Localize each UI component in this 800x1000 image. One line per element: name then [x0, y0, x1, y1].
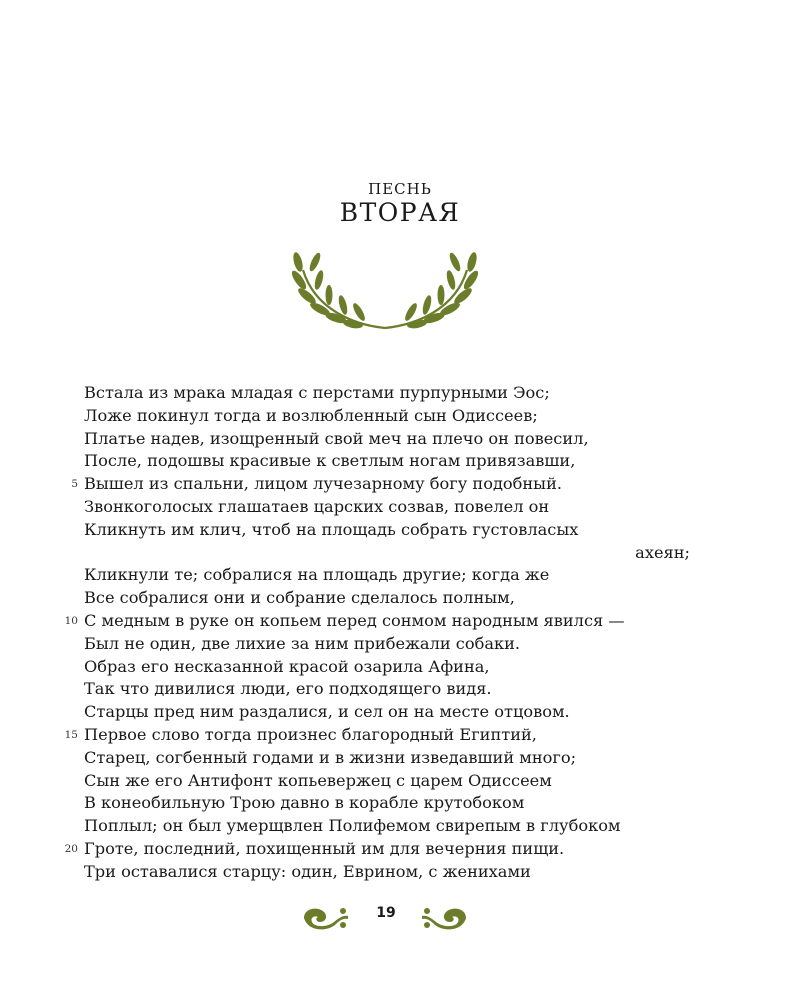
- verse-text: Кликнуть им клич, чтоб на площадь собрать густовласых: [84, 519, 579, 539]
- verse-text: Гроте, последний, похищенный им для вечерния пищи.: [84, 838, 565, 858]
- verse-line: [84, 564, 690, 587]
- verse-text: Вышел из спальни, лицом лучезарному богу подобный.: [84, 474, 563, 494]
- right-ornament-icon: [420, 902, 470, 932]
- verse-text: Три оставалися старцу: один, Еврином, с женихами: [84, 861, 531, 881]
- verse-line: [71, 473, 690, 496]
- verse-line: [84, 587, 690, 610]
- verse-text: Образ его несказанной красой озарила Афина,: [84, 656, 490, 676]
- line-number: 10: [64, 614, 78, 627]
- verse-line: [84, 861, 690, 884]
- verse-text: Ложе покинул тогда и возлюбленный сын Одиссеев;: [84, 405, 538, 425]
- page-number: 19: [376, 905, 396, 921]
- verse-text: Так что дивилися люди, его подходящего видя.: [84, 679, 492, 699]
- verse-line: [84, 519, 690, 542]
- verse-line: [84, 428, 690, 451]
- verse-line: [84, 450, 690, 473]
- chapter-title: ВТОРАЯ: [339, 198, 461, 227]
- verse-line: [64, 724, 690, 747]
- verse-text: Первое слово тогда произнес благородный Египтий,: [84, 724, 537, 744]
- verse-line: [84, 382, 690, 405]
- verse-text: Встала из мрака младая с перстами пурпурными Эос;: [84, 383, 550, 402]
- verse-line: [64, 838, 690, 861]
- verse-line: [84, 770, 690, 793]
- chapter-label: ПЕСНЬ: [368, 180, 432, 198]
- verse-line: [84, 405, 690, 428]
- verse-line: [84, 792, 690, 815]
- verse-line: [84, 747, 690, 770]
- poem-text: [64, 382, 690, 884]
- verse-text: Сын же его Антифонт копьевержец с царем Одиссеем: [84, 770, 552, 790]
- verse-line: [84, 633, 690, 656]
- verse-line: [84, 678, 690, 701]
- verse-text: Был не один, две лихие за ним прибежали собаки.: [84, 633, 521, 653]
- page-footer: [0, 900, 800, 934]
- verse-text: ахеян;: [635, 542, 690, 562]
- laurel-wreath-icon: [285, 240, 485, 340]
- verse-line: [84, 815, 690, 838]
- verse-line: [84, 701, 690, 724]
- verse-text: Звонкоголосых глашатаев царских созвав, повелел он: [84, 496, 550, 516]
- left-ornament-icon: [300, 902, 350, 932]
- verse-text: Поплыл; он был умерщвлен Полифемом свирепым в глубоком: [84, 816, 621, 836]
- verse-text: Кликнули те; собралися на площадь другие; когда же: [84, 565, 550, 585]
- verse-line: [84, 656, 690, 679]
- line-number: 15: [64, 728, 78, 741]
- verse-text: Старцы пред ним раздалися, и сел он на месте отцовом.: [84, 702, 570, 722]
- line-number: 20: [64, 842, 78, 855]
- verse-text: Все собралися они и собрание сделалось полным,: [84, 588, 515, 608]
- verse-text: В конеобильную Трою давно в корабле крутобоком: [84, 793, 525, 813]
- verse-line: [84, 496, 690, 519]
- verse-line: [84, 542, 690, 565]
- verse-text: После, подошвы красивые к светлым ногам привязавши,: [84, 451, 576, 471]
- verse-line: [64, 610, 690, 633]
- verse-text: Платье надев, изощренный свой меч на плечо он повесил,: [84, 428, 589, 448]
- line-number: 5: [71, 478, 78, 491]
- verse-text: Старец, согбенный годами и в жизни изведавший много;: [84, 747, 577, 767]
- verse-text: С медным в руке он копьем перед сонмом народным явился —: [84, 610, 625, 630]
